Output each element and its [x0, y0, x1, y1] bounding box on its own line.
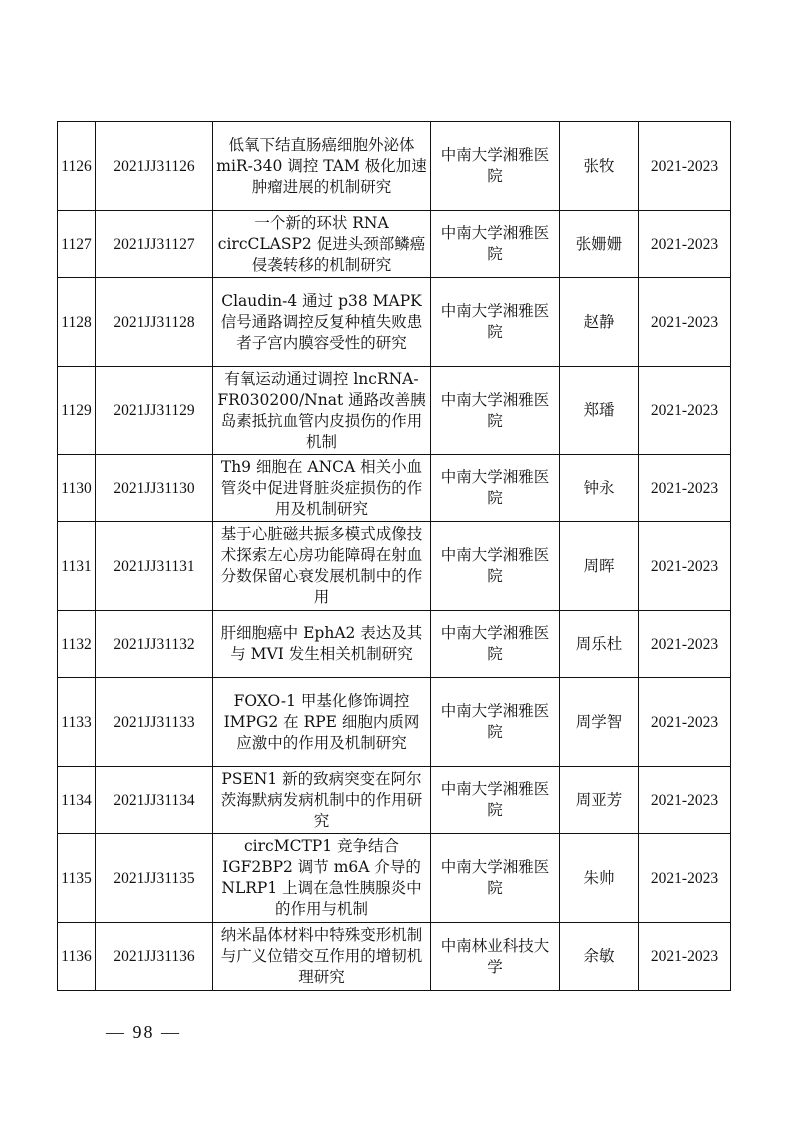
project-period: 2021-2023 — [639, 767, 731, 834]
project-id: 2021JJ31131 — [96, 522, 213, 611]
principal-investigator: 郑璠 — [560, 367, 639, 455]
project-id: 2021JJ31129 — [96, 367, 213, 455]
table-row — [58, 834, 731, 923]
project-period: 2021-2023 — [639, 611, 731, 678]
project-id: 2021JJ31130 — [96, 455, 213, 522]
principal-investigator: 张姗姗 — [560, 211, 639, 278]
institution: 中南大学湘雅医院 — [431, 767, 560, 834]
project-period: 2021-2023 — [639, 278, 731, 367]
institution: 中南大学湘雅医院 — [431, 611, 560, 678]
row-number: 1131 — [58, 522, 96, 611]
project-id: 2021JJ31134 — [96, 767, 213, 834]
institution: 中南大学湘雅医院 — [431, 367, 560, 455]
row-number: 1126 — [58, 122, 96, 211]
row-number: 1135 — [58, 834, 96, 923]
table-row — [58, 678, 731, 767]
principal-investigator: 周学智 — [560, 678, 639, 767]
institution: 中南大学湘雅医院 — [431, 122, 560, 211]
project-title: 肝细胞癌中 EphA2 表达及其与 MVI 发生相关机制研究 — [213, 611, 431, 678]
project-period: 2021-2023 — [639, 522, 731, 611]
project-id: 2021JJ31132 — [96, 611, 213, 678]
project-title: PSEN1 新的致病突变在阿尔茨海默病发病机制中的作用研究 — [213, 767, 431, 834]
table-row — [58, 923, 731, 991]
table-row — [58, 611, 731, 678]
project-title: 一个新的环状 RNA circCLASP2 促进头颈部鳞癌侵袭转移的机制研究 — [213, 211, 431, 278]
project-id: 2021JJ31133 — [96, 678, 213, 767]
principal-investigator: 张牧 — [560, 122, 639, 211]
grant-table — [57, 121, 731, 991]
table-row — [58, 122, 731, 211]
row-number: 1133 — [58, 678, 96, 767]
project-period: 2021-2023 — [639, 367, 731, 455]
principal-investigator: 余敏 — [560, 923, 639, 991]
table-row — [58, 522, 731, 611]
row-number: 1134 — [58, 767, 96, 834]
table-row — [58, 767, 731, 834]
project-id: 2021JJ31135 — [96, 834, 213, 923]
row-number: 1136 — [58, 923, 96, 991]
page-number: — 98 — — [106, 1022, 181, 1042]
project-title: 有氧运动通过调控 lncRNA-FR030200/Nnat 通路改善胰岛素抵抗血管内皮损伤的作用机制 — [213, 367, 431, 455]
table-row — [58, 455, 731, 522]
project-title: Claudin-4 通过 p38 MAPK 信号通路调控反复种植失败患者子宫内膜容受性的研究 — [213, 278, 431, 367]
principal-investigator: 周亚芳 — [560, 767, 639, 834]
project-period: 2021-2023 — [639, 678, 731, 767]
row-number: 1127 — [58, 211, 96, 278]
project-period: 2021-2023 — [639, 211, 731, 278]
project-title: 低氧下结直肠癌细胞外泌体 miR-340 调控 TAM 极化加速肿瘤进展的机制研究 — [213, 122, 431, 211]
row-number: 1130 — [58, 455, 96, 522]
row-number: 1132 — [58, 611, 96, 678]
project-period: 2021-2023 — [639, 455, 731, 522]
project-period: 2021-2023 — [639, 834, 731, 923]
project-title: Th9 细胞在 ANCA 相关小血管炎中促进肾脏炎症损伤的作用及机制研究 — [213, 455, 431, 522]
institution: 中南大学湘雅医院 — [431, 522, 560, 611]
project-id: 2021JJ31126 — [96, 122, 213, 211]
row-number: 1129 — [58, 367, 96, 455]
project-title: 纳米晶体材料中特殊变形机制与广义位错交互作用的增韧机理研究 — [213, 923, 431, 991]
table-row — [58, 211, 731, 278]
principal-investigator: 周乐杜 — [560, 611, 639, 678]
row-number: 1128 — [58, 278, 96, 367]
institution: 中南大学湘雅医院 — [431, 211, 560, 278]
institution: 中南大学湘雅医院 — [431, 678, 560, 767]
table-row — [58, 367, 731, 455]
project-id: 2021JJ31128 — [96, 278, 213, 367]
project-id: 2021JJ31136 — [96, 923, 213, 991]
principal-investigator: 钟永 — [560, 455, 639, 522]
institution: 中南大学湘雅医院 — [431, 455, 560, 522]
project-title: FOXO-1 甲基化修饰调控 IMPG2 在 RPE 细胞内质网应激中的作用及机制研究 — [213, 678, 431, 767]
project-title: circMCTP1 竞争结合 IGF2BP2 调节 m6A 介导的 NLRP1 上调在急性胰腺炎中的作用与机制 — [213, 834, 431, 923]
table-row — [58, 278, 731, 367]
principal-investigator: 朱帅 — [560, 834, 639, 923]
institution: 中南大学湘雅医院 — [431, 834, 560, 923]
principal-investigator: 周晖 — [560, 522, 639, 611]
institution: 中南大学湘雅医院 — [431, 278, 560, 367]
project-id: 2021JJ31127 — [96, 211, 213, 278]
institution: 中南林业科技大学 — [431, 923, 560, 991]
project-title: 基于心脏磁共振多模式成像技术探索左心房功能障碍在射血分数保留心衰发展机制中的作用 — [213, 522, 431, 611]
principal-investigator: 赵静 — [560, 278, 639, 367]
project-period: 2021-2023 — [639, 122, 731, 211]
project-period: 2021-2023 — [639, 923, 731, 991]
